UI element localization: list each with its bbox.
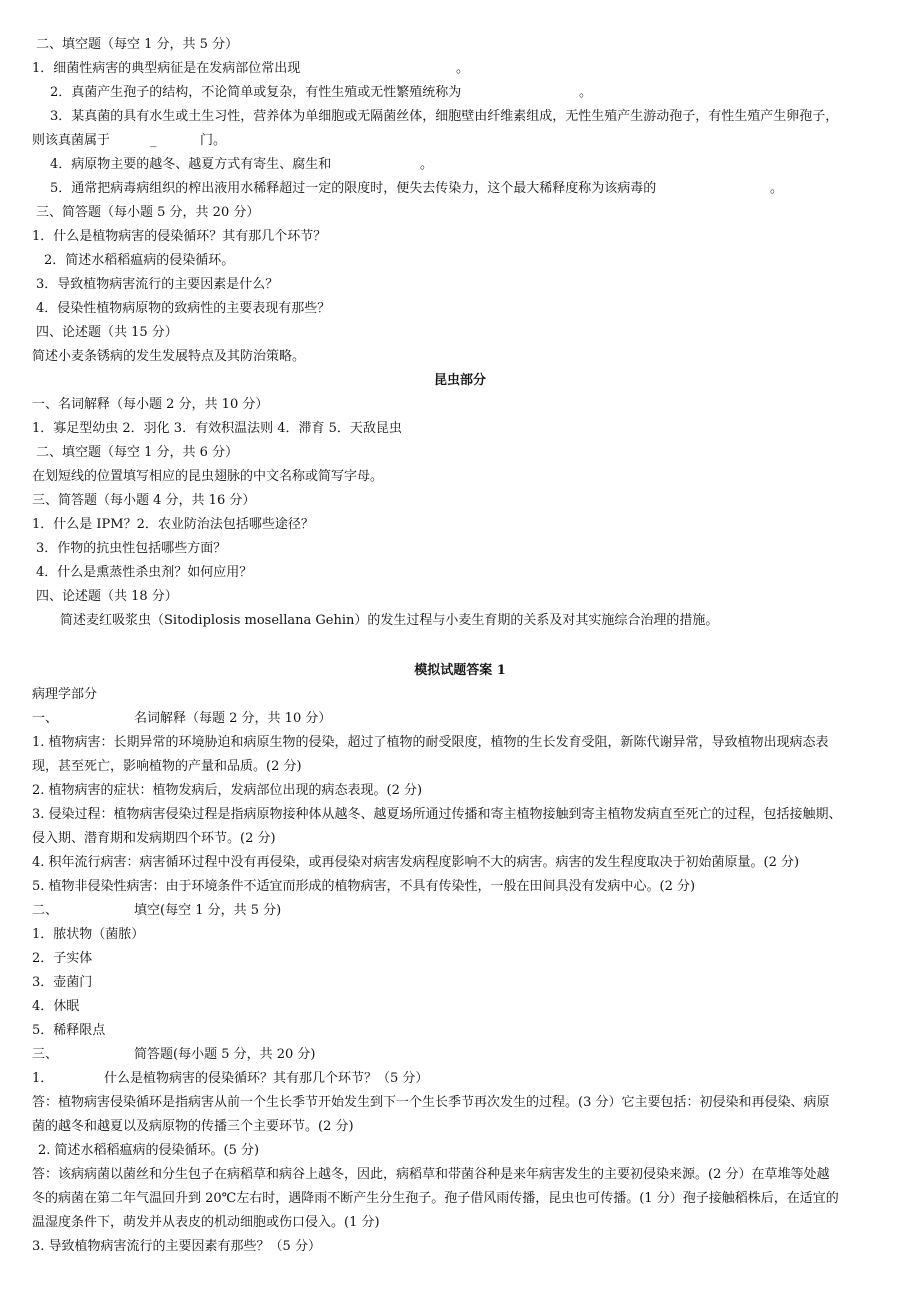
answer-3-line2: 侵入期、潜育期和发病期四个环节。(2 分) (32, 831, 276, 846)
answer-1-line2: 现，甚至死亡，影响植物的产量和品质。(2 分) (32, 759, 302, 774)
fill-in-q2-end: 。 (579, 85, 593, 100)
insect-fill-text: 在划短线的位置填写相应的昆虫翅脉的中文名称或简写字母。 (32, 469, 384, 484)
fill-answer-3: 3．壶菌门 (32, 975, 93, 990)
insect-essay-heading: 四、论述题（共 18 分） (36, 589, 178, 604)
answers-title: 模拟试题答案 1 (414, 663, 506, 678)
fill-in-q4-end: 。 (420, 157, 434, 172)
answer-4: 4. 积年流行病害：病害循环过程中没有再侵染，或再侵染对病害发病程度影响不大的病害。病害的发生程度取决于初始菌原量。(2 分) (32, 855, 800, 870)
short-answer-q2: 2．简述水稻稻瘟病的侵染循环。 (44, 253, 235, 268)
essay-question: 简述小麦条锈病的发生发展特点及其防治策略。 (32, 349, 306, 364)
short-answer-heading: 三、简答题（每小题 5 分，共 20 分） (36, 205, 260, 220)
insect-short-q1: 1．什么是 IPM？2．农业防治法包括哪些途径？ (32, 517, 314, 532)
fill-in-heading: 二、填空题（每空 1 分，共 5 分） (36, 37, 239, 52)
short-answer-1-question: 什么是植物病害的侵染循环？其有那几个环节？（5 分） (104, 1071, 429, 1086)
answer-3-line1: 3. 侵染过程：植物病害侵染过程是指病原物接种体从越冬、越夏场所通过传播和寄主植物接触到寄主植物发病直至死亡的过程，包括接触期、 (32, 807, 842, 822)
fill-in-q3-line1: 3．某真菌的具有水生或土生习性，营养体为单细胞或无隔菌丝体，细胞壁由纤维素组成，无性生殖产生游动孢子，有性生殖产生卵孢子， (50, 109, 839, 124)
short-answer-2-line3: 温湿度条件下，萌发并从表皮的机动细胞或伤口侵入。(1 分) (32, 1215, 380, 1230)
short-answer-2-question: 2. 简述水稻稻瘟病的侵染循环。(5 分) (38, 1143, 260, 1158)
insect-short-q4: 4．什么是熏蒸性杀虫剂？如何应用？ (36, 565, 253, 580)
fill-in-q5: 5．通常把病毒病组织的榨出液用水稀释超过一定的限度时，便失去传染力，这个最大稀释度称为该病毒的 (50, 181, 657, 196)
fill-in-q1-end: 。 (456, 61, 470, 76)
short-answer-1-line1: 答：植物病害侵染循环是指病害从前一个生长季节开始发生到下一个生长季节再次发生的过程。(3 分）它主要包括：初侵染和再侵染、病原 (32, 1095, 830, 1110)
answers-part1-heading: 名词解释（每题 2 分，共 10 分） (134, 711, 332, 726)
insect-fill-heading: 二、填空题（每空 1 分，共 6 分） (36, 445, 239, 460)
fill-answer-5: 5．稀释限点 (32, 1023, 106, 1038)
answers-part1-num: 一、 (32, 711, 59, 726)
short-answer-q1: 1．什么是植物病害的侵染循环？其有那几个环节？ (32, 229, 327, 244)
fill-in-q3-blank: _ (150, 133, 157, 148)
short-answer-1-num: 1． (32, 1071, 54, 1086)
fill-in-q2: 2．真菌产生孢子的结构，不论简单或复杂，有性生殖或无性繁殖统称为 (50, 85, 462, 100)
fill-in-q3-line2: 则该真菌属于 (32, 133, 111, 148)
fill-answer-1: 1．脓状物（菌脓） (32, 927, 145, 942)
short-answer-3-question: 3. 导致植物病害流行的主要因素有那些？（5 分） (32, 1239, 321, 1254)
fill-answer-2: 2．子实体 (32, 951, 93, 966)
answers-part2-heading: 填空(每空 1 分，共 5 分) (134, 903, 282, 918)
short-answer-1-line2: 菌的越冬和越夏以及病原物的传播三个主要环节。(2 分) (32, 1119, 354, 1134)
insect-short-q3: 3．作物的抗虫性包括哪些方面？ (36, 541, 227, 556)
short-answer-q3: 3．导致植物病害流行的主要因素是什么？ (36, 277, 279, 292)
answer-1-line1: 1. 植物病害：长期异常的环境胁迫和病原生物的侵染，超过了植物的耐受限度，植物的生长发育受阻，新陈代谢异常，导致植物出现病态表 (32, 735, 829, 750)
essay-heading: 四、论述题（共 15 分） (36, 325, 178, 340)
answers-part3-heading: 简答题(每小题 5 分，共 20 分) (134, 1047, 316, 1062)
answer-5: 5. 植物非侵染性病害：由于环境条件不适宜而形成的植物病害，不具有传染性，一般在田间具没有发病中心。(2 分) (32, 879, 696, 894)
insect-terms-heading: 一、名词解释（每小题 2 分，共 10 分） (32, 397, 269, 412)
insect-short-heading: 三、简答题（每小题 4 分，共 16 分） (32, 493, 256, 508)
fill-answer-4: 4．休眠 (32, 999, 80, 1014)
insect-section-title: 昆虫部分 (433, 373, 486, 388)
short-answer-2-line2: 冬的病菌在第二年气温回升到 20℃左右时，遇降雨不断产生分生孢子。孢子借风雨传播，昆虫也可传播。(1 分）孢子接触稻株后，在适宜的 (32, 1191, 839, 1206)
answer-2: 2. 植物病害的症状：植物发病后，发病部位出现的病态表现。(2 分) (32, 783, 423, 798)
answers-part2-num: 二、 (32, 903, 59, 918)
fill-in-q5-end: 。 (770, 181, 784, 196)
insect-terms: 1．寡足型幼虫 2．羽化 3．有效积温法则 4．滞育 5．天敌昆虫 (32, 421, 402, 436)
fill-in-q1: 1．细菌性病害的典型病征是在发病部位常出现 (32, 61, 301, 76)
insect-essay-text: 简述麦红吸浆虫（Sitodiplosis mosellana Gehin）的发生过程与小麦生育期的关系及对其实施综合治理的措施。 (60, 613, 719, 628)
answers-part3-num: 三、 (32, 1047, 59, 1062)
short-answer-q4: 4．侵染性植物病原物的致病性的主要表现有那些？ (36, 301, 331, 316)
fill-in-q3-end: 门。 (200, 133, 227, 148)
answers-section: 病理学部分 (32, 687, 98, 702)
short-answer-2-line1: 答：该病病菌以菌丝和分生包子在病稻草和病谷上越冬，因此，病稻草和带菌谷种是来年病害发生的主要初侵染来源。(2 分）在草堆等处越 (32, 1167, 830, 1182)
fill-in-q4: 4．病原物主要的越冬、越夏方式有寄生、腐生和 (50, 157, 332, 172)
